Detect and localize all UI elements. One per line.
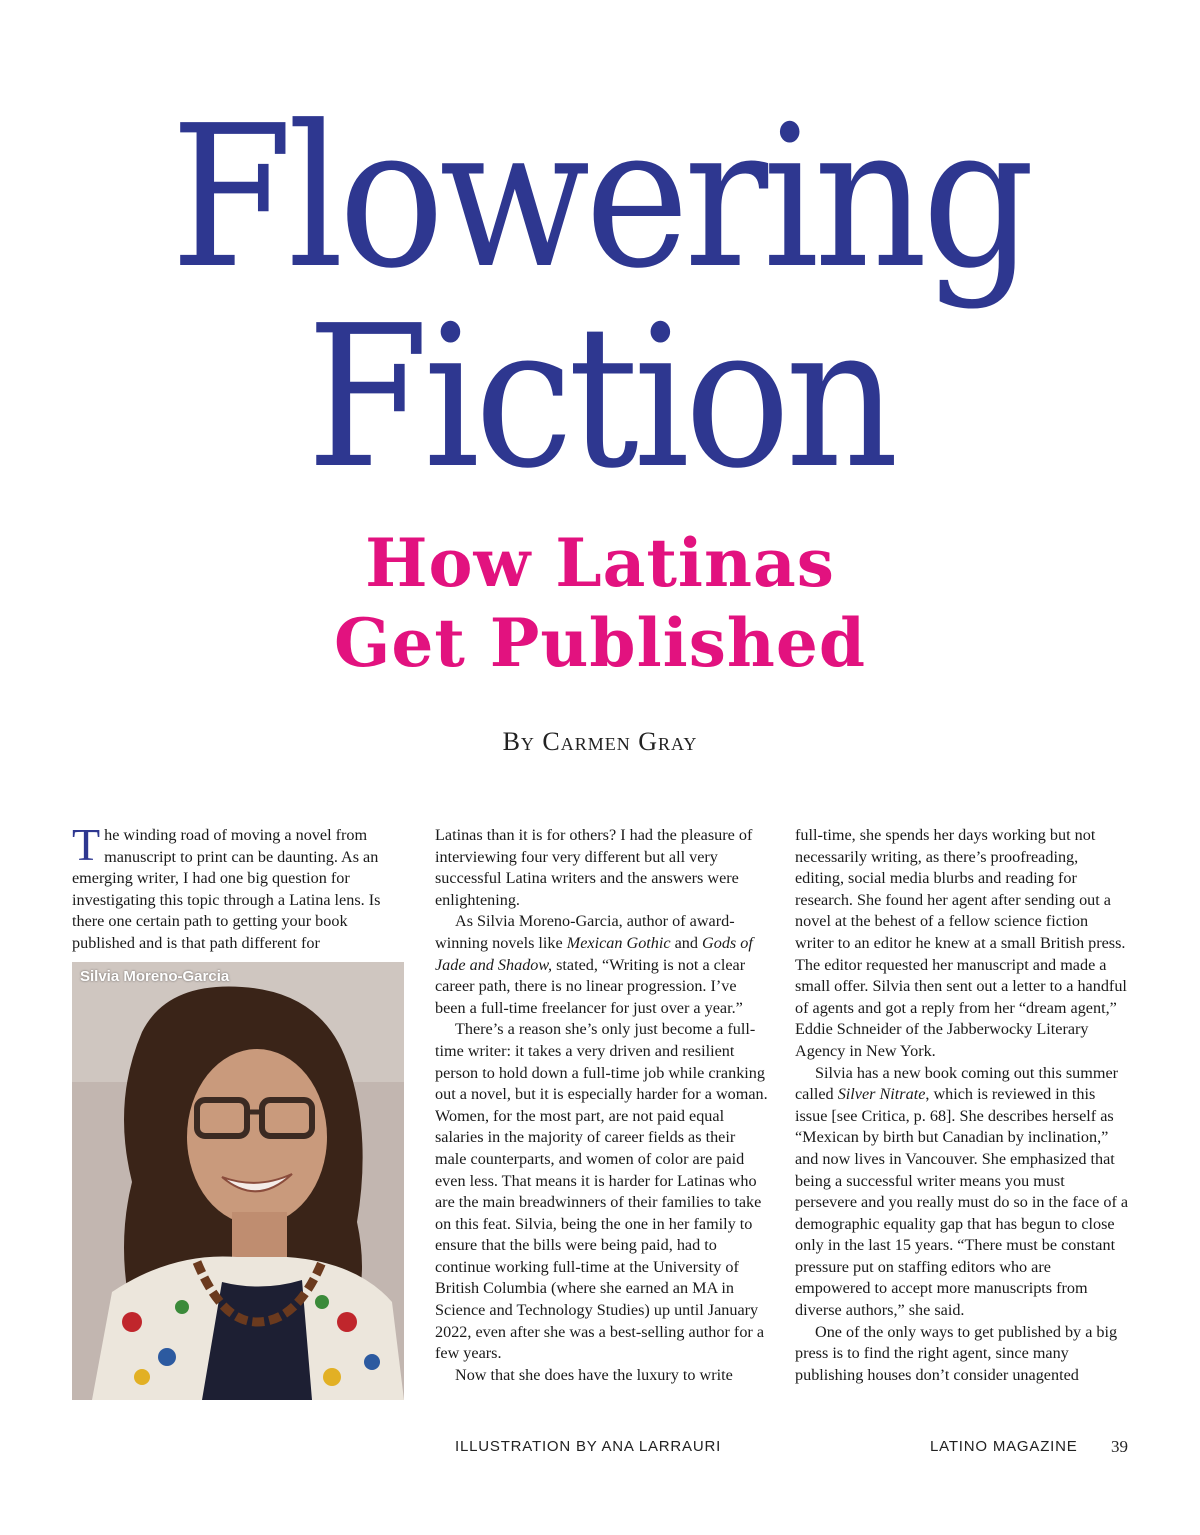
portrait-illustration <box>72 962 404 1400</box>
headline-line-1: Flowering <box>170 84 1030 312</box>
paragraph: Now that she does have the luxury to write <box>455 1365 733 1384</box>
paragraph: There’s a reason she’s only just become a full-time writer: it takes a very driven and resilient person to hold down a full-time job while cranking out a novel, but it is especially harder for a woman. Women, for the most part, are not paid equal salaries in the majority of career fields as their male counterparts, and women of color are paid even less. That means it is harder for Latinas who are the main breadwinners of their families to take on this feat. Silvia, being the one in her family to ensure that the bills were being paid, had to continue working full-time at the University of British Columbia (where she earned an MA in Science and Technology Studies) up until January 2022, even after she was a best-selling author for a few years. <box>435 1020 768 1363</box>
drop-cap: T <box>72 819 101 870</box>
book-title: Gods of Jade and Shadow, <box>435 933 753 974</box>
byline: By Carmen Gray <box>502 727 698 756</box>
text-run: , which is reviewed in this issue [see Critica, p. 68]. She describes herself as “Mexican by birth but Canadian by inclination,” and now lives in Vancouver. She emphasized that being a successful writer means you must persevere and you really must do so in the face of a demographic equality gap that has begun to close only in the last 15 years. “There must be constant pressure put on staffing editors who are empowered to accept more manuscripts from diverse authors,” she said. <box>795 1085 1129 1320</box>
page-number: 39 <box>1111 1437 1128 1456</box>
headline-line-2: Fiction <box>306 284 894 512</box>
subheadline-line-2: Get Published <box>333 604 866 682</box>
article-column-2 <box>435 825 770 1386</box>
book-title: Mexican Gothic <box>566 933 671 952</box>
photo-caption: Silvia Moreno-Garcia <box>80 968 230 985</box>
paragraph: he winding road of moving a novel from manuscript to print can be daunting. As an emerging writer, I had one big question for investigating this topic through a Latina lens. Is there one certain path to getting your book published and is that path different for <box>72 826 381 952</box>
illustration-credit: ILLUSTRATION BY ANA LARRAURI <box>455 1438 722 1455</box>
paragraph <box>435 911 770 1019</box>
text-run: Silvia has a new book coming out this summer called <box>795 1063 1119 1104</box>
paragraph: full-time, she spends her days working but not necessarily writing, as there’s proofreading, editing, social media blurbs and reading for research. She found her agent after sending out a novel at the behest of a fellow science fiction writer to an editor he knew at a small British press. The editor requested her manuscript and made a small offer. Silvia then sent out a letter to a handful of agents and got a reply from her “dream agent,” Eddie Schneider of the Jabberwocky Literary Agency in New York. <box>795 826 1127 1060</box>
paragraph <box>795 1063 1130 1322</box>
text-run: stated, “Writing is not a clear career path, there is no linear progression. I’ve been a full-time freelancer for just over a year.” <box>435 955 746 1017</box>
article-column-3 <box>795 825 1130 1386</box>
paragraph: One of the only ways to get published by a big press is to find the right agent, since many publishing houses don’t consider unagented <box>795 1322 1118 1384</box>
article-column-1 <box>72 819 387 955</box>
subheadline-line-1: How Latinas <box>365 524 835 602</box>
text-run: and <box>670 933 703 952</box>
book-title: Silver Nitrate <box>837 1085 926 1104</box>
paragraph: Latinas than it is for others? I had the pleasure of interviewing four very different but all very successful Latina writers and the answers were enlightening. <box>435 826 753 909</box>
text-run: As Silvia Moreno-Garcia, author of award-winning novels like <box>435 912 735 952</box>
magazine-name: LATINO MAGAZINE <box>930 1438 1078 1455</box>
author-photo <box>72 962 404 1400</box>
